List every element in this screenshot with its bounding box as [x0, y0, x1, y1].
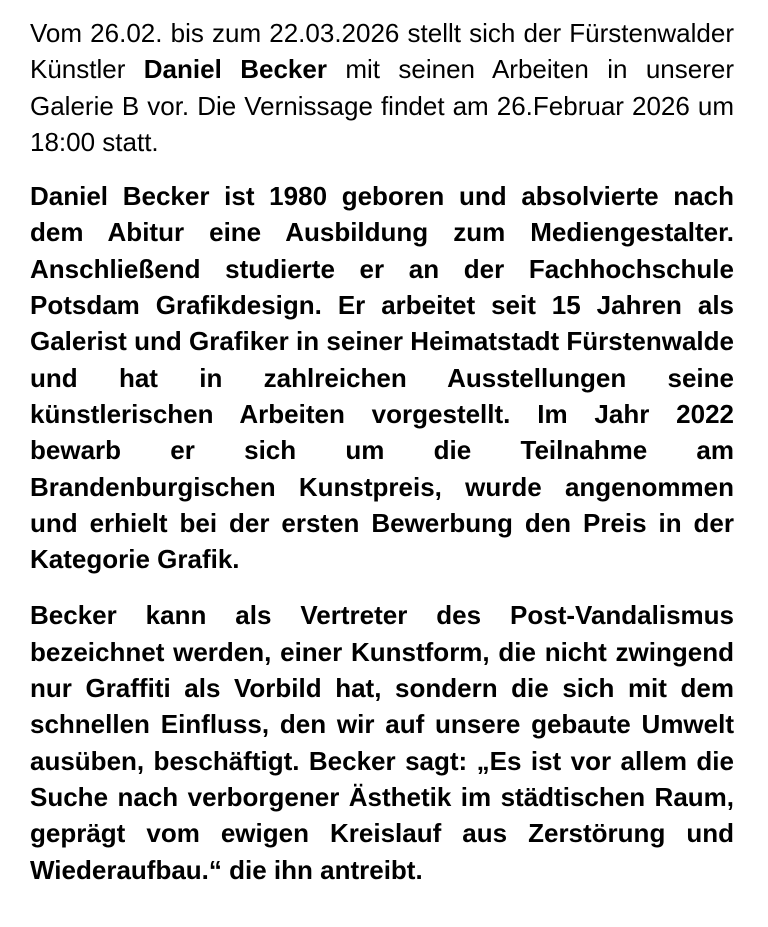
intro-text-end: mit seinen Arbeiten in unserer Galerie B vor. Die Vernissage findet am 26.Februar 2026 um 18:00 statt. — [30, 54, 734, 157]
biography-paragraph: Daniel Becker ist 1980 geboren und absolvierte nach dem Abitur eine Ausbildung zum Mediengestalter. Anschließend studierte er an der Fachhochschule Potsdam Grafikdesign. Er arbeitet seit 15 Jahren als Galerist und Grafiker in seiner Heimatstadt Fürstenwalde und hat in zahlreichen Ausstellungen seine künstlerischen Arbeiten vorgestellt. Im Jahr 2022 bewarb er sich um die Teilnahme am Brandenburgischen Kunstpreis, wurde angenommen und erhielt bei der ersten Bewerbung den Preis in der Kategorie Grafik. — [30, 181, 734, 575]
intro-text-start: Vom 26.02. bis zum 22.03.2026 stellt sich der Fürstenwalder Künstler — [30, 18, 734, 85]
intro-paragraph — [30, 15, 734, 160]
statement-paragraph: Becker kann als Vertreter des Post-Vandalismus bezeichnet werden, einer Kunstform, die nicht zwingend nur Graffiti als Vorbild hat, sondern die sich mit dem schnellen Einfluss, den wir auf unsere gebaute Umwelt ausüben, beschäftigt. Becker sagt: „Es ist vor allem die Suche nach verborgener Ästhetik im städtischen Raum, geprägt vom ewigen Kreislauf aus Zerstörung und Wiederaufbau.“ die ihn antreibt. — [30, 600, 734, 885]
artist-name: Daniel Becker — [143, 54, 327, 85]
article-body — [30, 15, 734, 888]
